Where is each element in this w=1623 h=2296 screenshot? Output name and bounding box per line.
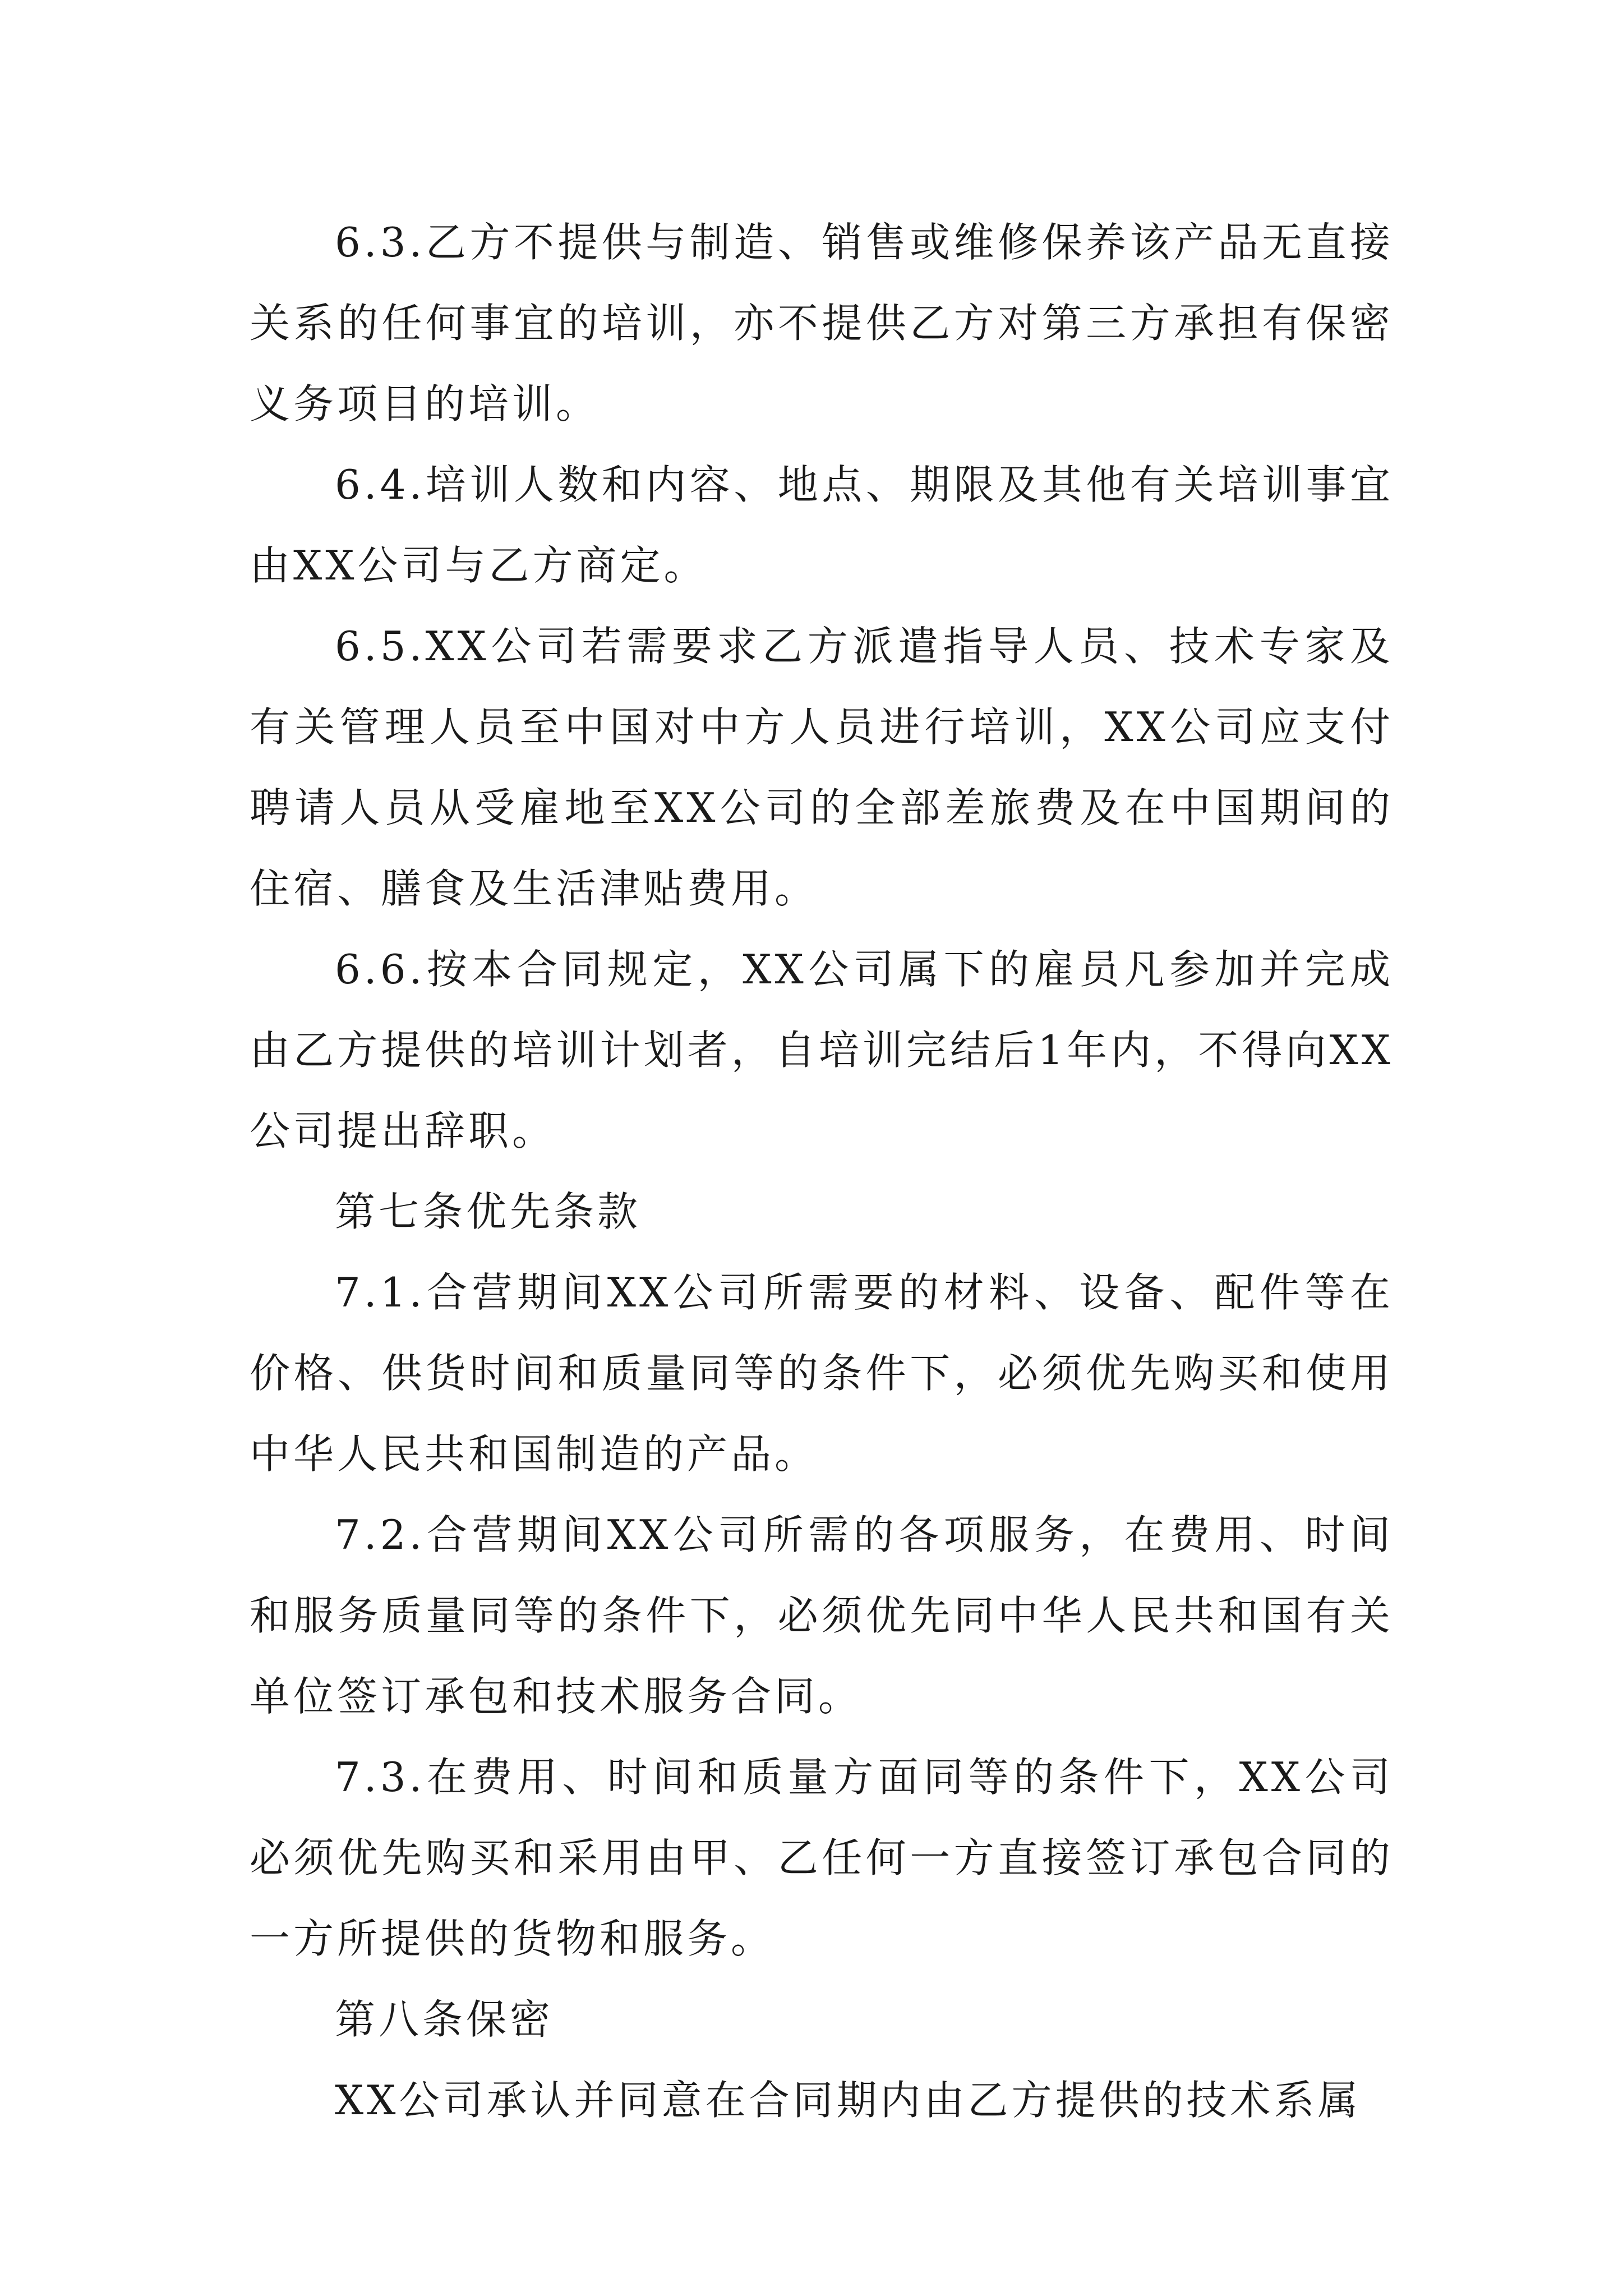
paragraph-6-6: 6.6.按本合同规定，XX公司属下的雇员凡参加并完成由乙方提供的培训计划者，自培训完结后1年内，不得向XX公司提出辞职。 bbox=[250, 946, 1394, 1154]
paragraph-8-intro: XX公司承认并同意在合同期内由乙方提供的技术系属 bbox=[335, 2077, 1362, 2124]
section-heading-article-7: 第七条优先条款 bbox=[335, 1188, 642, 1235]
paragraph-7-1: 7.1.合营期间XX公司所需要的材料、设备、配件等在价格、供货时间和质量同等的条件下，必须优先购买和使用中华人民共和国制造的产品。 bbox=[250, 1269, 1394, 1478]
section-heading-article-8: 第八条保密 bbox=[335, 1996, 554, 2043]
paragraph-6-4: 6.4.培训人数和内容、地点、期限及其他有关培训事宜由XX公司与乙方商定。 bbox=[250, 461, 1394, 589]
paragraph-7-3: 7.3.在费用、时间和质量方面同等的条件下，XX公司必须优先购买和采用由甲、乙任何一方直接签订承包合同的一方所提供的货物和服务。 bbox=[250, 1754, 1394, 1962]
paragraph-6-3: 6.3.乙方不提供与制造、销售或维修保养该产品无直接关系的任何事宜的培训，亦不提供乙方对第三方承担有保密义务项目的培训。 bbox=[250, 219, 1394, 427]
document-body bbox=[250, 202, 1394, 2141]
paragraph-7-2: 7.2.合营期间XX公司所需的各项服务，在费用、时间和服务质量同等的条件下，必须优先同中华人民共和国有关单位签订承包和技术服务合同。 bbox=[250, 1511, 1394, 1720]
paragraph-6-5: 6.5.XX公司若需要求乙方派遣指导人员、技术专家及有关管理人员至中国对中方人员进行培训，XX公司应支付聘请人员从受雇地至XX公司的全部差旅费及在中国期间的住宿、膳食及生活津贴费用。 bbox=[250, 623, 1394, 912]
